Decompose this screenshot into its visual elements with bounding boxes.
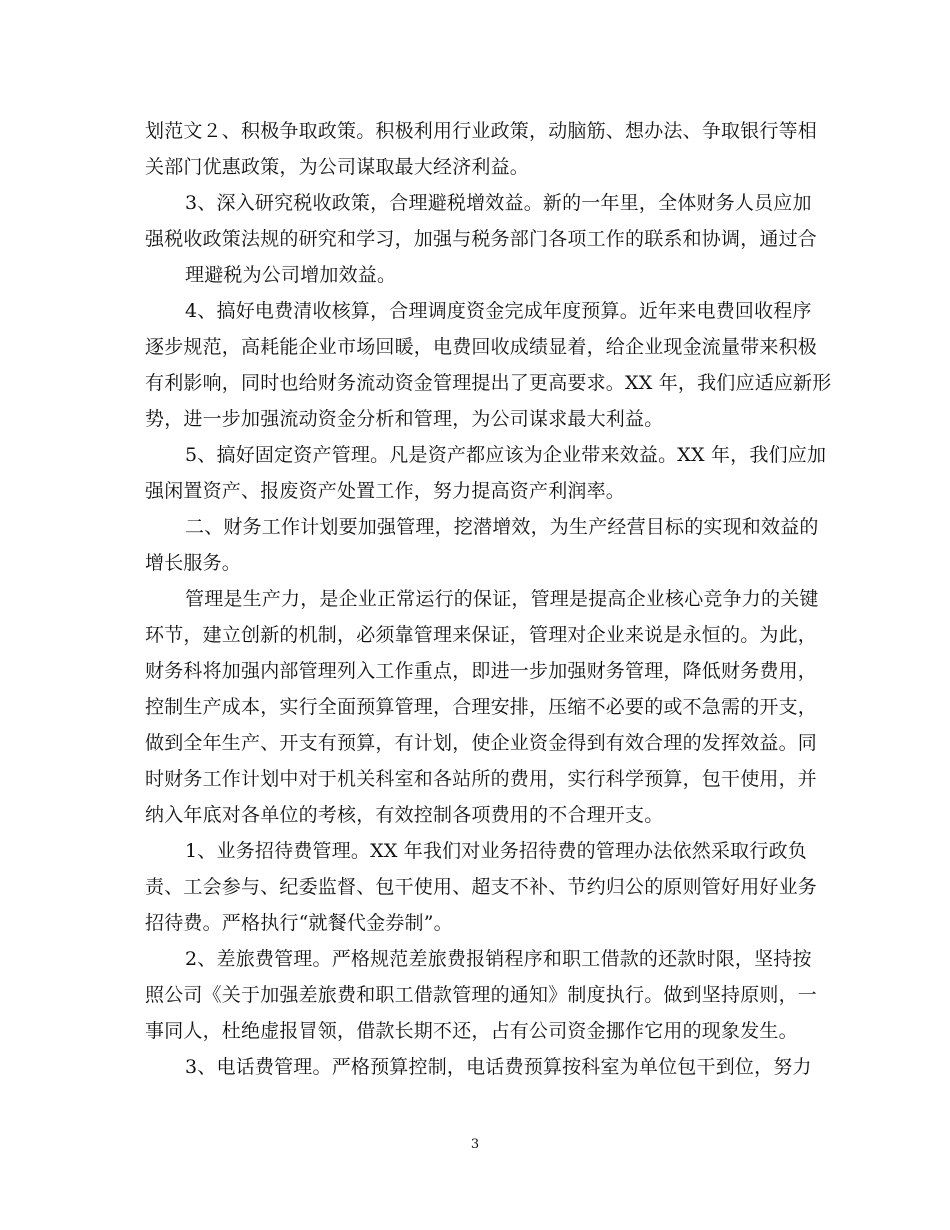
text-line: 照公司《关于加强差旅费和职工借款管理的通知》制度执行。做到坚持原则，一 bbox=[145, 984, 818, 1006]
text-line: 1、业务招待费管理。XX 年我们对业务招待费的管理办法依然采取行政负 bbox=[185, 840, 807, 862]
text-line: 强税收政策法规的研究和学习，加强与税务部门各项工作的联系和协调，通过合 bbox=[145, 228, 818, 250]
text-line: 强闲置资产、报废资产处置工作，努力提高资产利润率。 bbox=[145, 480, 626, 502]
text-line: 财务科将加强内部管理列入工作重点，即进一步加强财务管理，降低财务费用， bbox=[145, 660, 818, 682]
text-line: 管理是生产力，是企业正常运行的保证，管理是提高企业核心竞争力的关键 bbox=[185, 588, 819, 610]
text-line: 事同人，杜绝虚报冒领，借款长期不还，占有公司资金挪作它用的现象发生。 bbox=[145, 1020, 798, 1042]
text-line: 增长服务。 bbox=[145, 552, 242, 574]
text-line: 逐步规范，高耗能企业市场回暖，电费回收成绩显着，给企业现金流量带来积极 bbox=[145, 336, 818, 358]
text-line: 5、搞好固定资产管理。凡是资产都应该为企业带来效益。XX 年，我们应加 bbox=[185, 444, 827, 466]
text-line: 控制生产成本，实行全面预算管理，合理安排，压缩不必要的或不急需的开支， bbox=[145, 696, 818, 718]
text-line: 责、工会参与、纪委监督、包干使用、超支不补、节约归公的原则管好用好业务 bbox=[145, 876, 818, 898]
text-line: 二、财务工作计划要加强管理，挖潜增效，为生产经营目标的实现和效益的 bbox=[185, 516, 819, 538]
text-line: 划范文２、积极争取政策。积极利用行业政策，动脑筋、想办法、争取银行等相 bbox=[145, 120, 818, 142]
text-line: 势，进一步加强流动资金分析和管理，为公司谋求最大利益。 bbox=[145, 408, 664, 430]
text-line: 环节，建立创新的机制，必须靠管理来保证，管理对企业来说是永恒的。为此， bbox=[145, 624, 818, 646]
text-line: 有利影响，同时也给财务流动资金管理提出了更高要求。XX 年，我们应适应新形 bbox=[145, 372, 832, 394]
text-line: 3、深入研究税收政策，合理避税增效益。新的一年里，全体财务人员应加 bbox=[185, 192, 812, 214]
text-line: 4、搞好电费清收核算，合理调度资金完成年度预算。近年来电费回收程序 bbox=[185, 300, 812, 322]
text-line: 理避税为公司增加效益。 bbox=[185, 264, 397, 286]
text-line: 招待费。严格执行“就餐代金券制”。 bbox=[145, 912, 453, 934]
text-line: 做到全年生产、开支有预算，有计划，使企业资金得到有效合理的发挥效益。同 bbox=[145, 732, 818, 754]
page-number: 3 bbox=[470, 1137, 480, 1152]
text-line: 关部门优惠政策，为公司谋取最大经济利益。 bbox=[145, 156, 530, 178]
text-line: 3、电话费管理。严格预算控制，电话费预算按科室为单位包干到位，努力 bbox=[185, 1056, 812, 1078]
text-line: 时财务工作计划中对于机关科室和各站所的费用，实行科学预算，包干使用，并 bbox=[145, 768, 818, 790]
text-line: 纳入年底对各单位的考核，有效控制各项费用的不合理开支。 bbox=[145, 804, 664, 826]
text-line: 2、差旅费管理。严格规范差旅费报销程序和职工借款的还款时限，坚持按 bbox=[185, 948, 812, 970]
